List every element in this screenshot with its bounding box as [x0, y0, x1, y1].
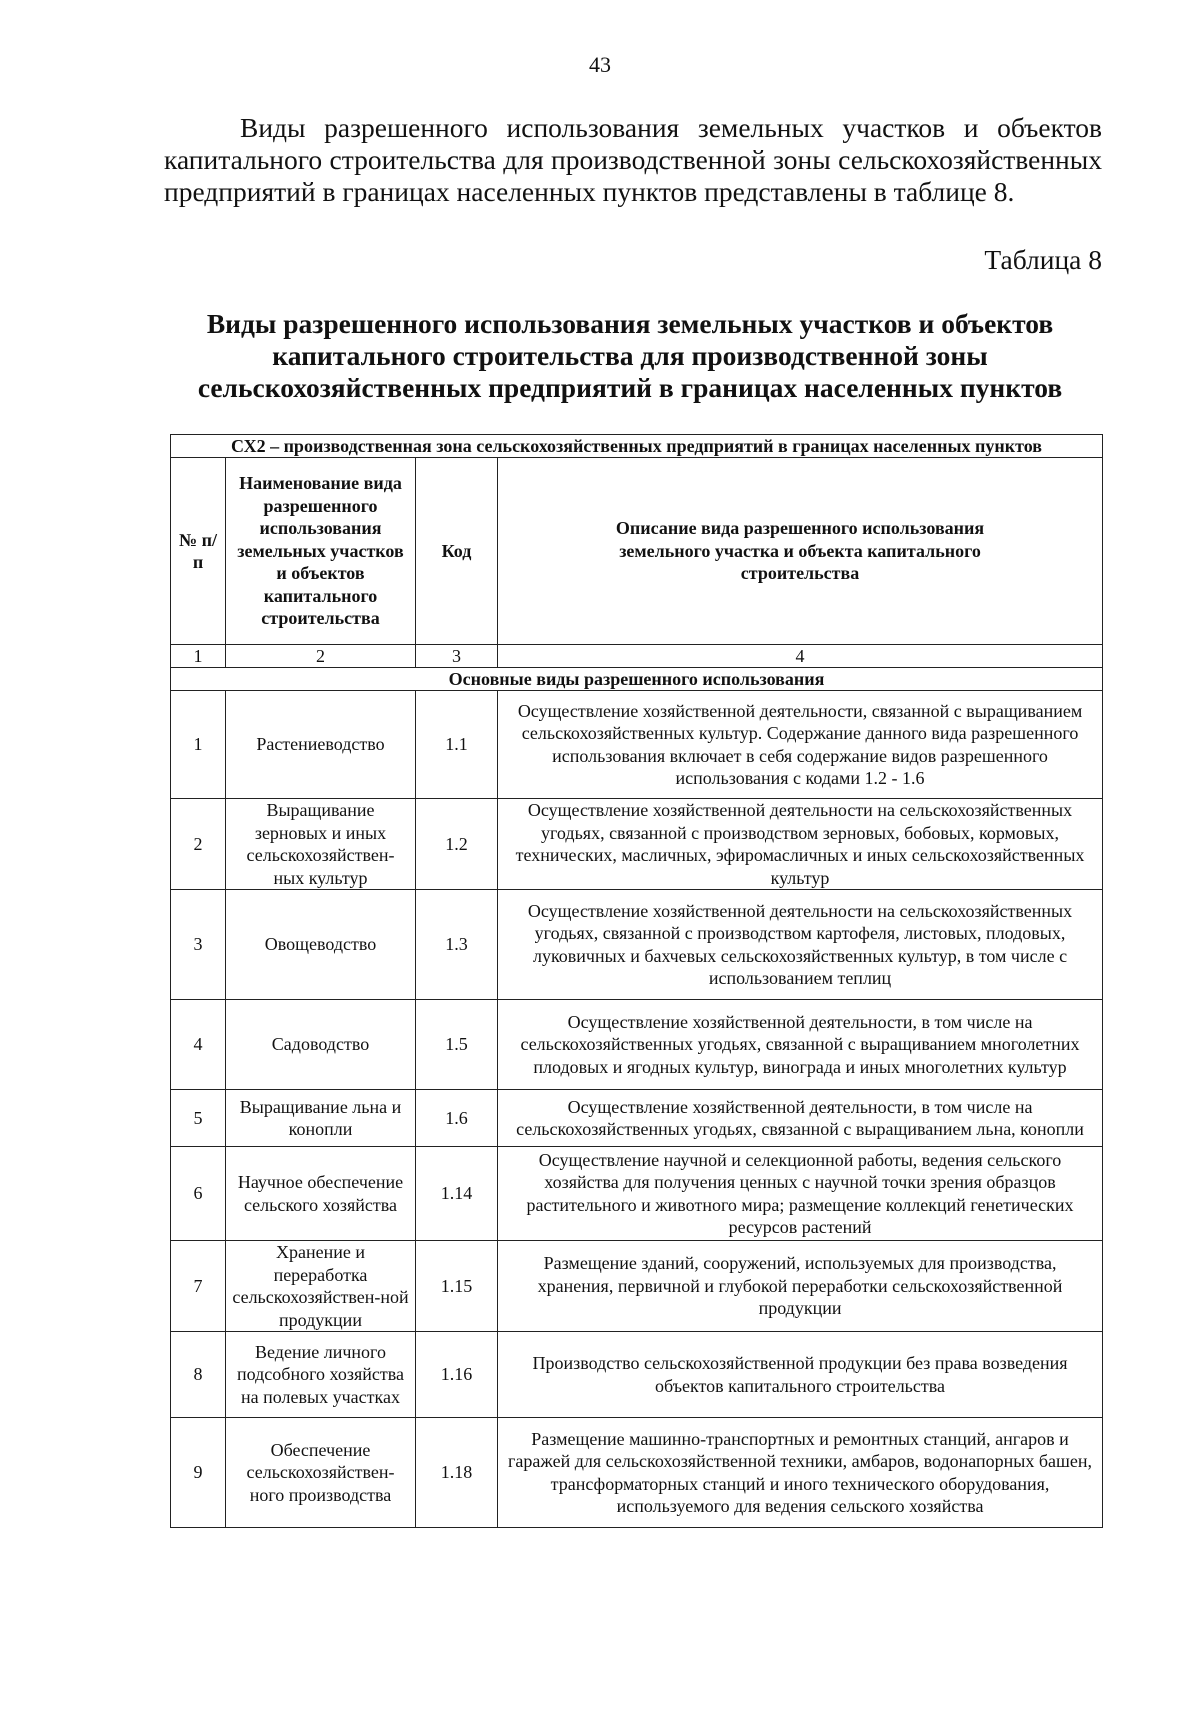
land-use-table — [170, 434, 1103, 1528]
row-name: Ведение личного подсобного хозяйства на полевых участках — [226, 1332, 416, 1418]
table-row — [171, 1000, 1103, 1090]
row-number: 4 — [171, 1000, 226, 1090]
row-code: 1.15 — [416, 1241, 498, 1332]
row-name: Овощеводство — [226, 890, 416, 1000]
intro-text: Виды разрешенного использования земельных участков и объектов капитального строительства для производственной зоны сельскохозяйственных предприятий в границах населенных пунктов представлены в таблице 8. — [164, 112, 1102, 207]
row-name: Выращивание льна и конопли — [226, 1090, 416, 1147]
row-code: 1.18 — [416, 1418, 498, 1528]
row-number: 2 — [171, 799, 226, 890]
row-name: Обеспечение сельскохозяйствен-ного производства — [226, 1418, 416, 1528]
column-number: 3 — [416, 645, 498, 668]
row-code: 1.6 — [416, 1090, 498, 1147]
table-label: Таблица 8 — [984, 244, 1102, 275]
table-row — [171, 1090, 1103, 1147]
section-title: Основные виды разрешенного использования — [171, 668, 1103, 691]
row-name: Садоводство — [226, 1000, 416, 1090]
table-heading: Виды разрешенного использования земельных участков и объектов капитального строительства для производственной зоны сельскохозяйственных предприятий в границах населенных пунктов — [197, 308, 1063, 403]
row-name: Научное обеспечение сельского хозяйства — [226, 1147, 416, 1241]
column-number: 2 — [226, 645, 416, 668]
row-number: 3 — [171, 890, 226, 1000]
section-row — [171, 668, 1103, 691]
intro-paragraph — [164, 112, 1102, 208]
row-code: 1.5 — [416, 1000, 498, 1090]
table-row — [171, 1147, 1103, 1241]
row-description: Осуществление хозяйственной деятельности, в том числе на сельскохозяйственных угодьях, связанной с выращиванием льна, конопли — [498, 1090, 1103, 1147]
row-number: 6 — [171, 1147, 226, 1241]
row-number: 8 — [171, 1332, 226, 1418]
table-row — [171, 691, 1103, 799]
row-number: 5 — [171, 1090, 226, 1147]
row-description: Осуществление хозяйственной деятельности на сельскохозяйственных угодьях, связанной с производством картофеля, листовых, плодовых, луковичных и бахчевых сельскохозяйственных культур, в том числе с использованием теплиц — [498, 890, 1103, 1000]
column-number: 1 — [171, 645, 226, 668]
column-number-row — [171, 645, 1103, 668]
row-code: 1.14 — [416, 1147, 498, 1241]
row-description: Осуществление хозяйственной деятельности, в том числе на сельскохозяйственных угодьях, связанной с выращиванием многолетних плодовых и ягодных культур, винограда и иных многолетних культур — [498, 1000, 1103, 1090]
zone-title: СХ2 – производственная зона сельскохозяйственных предприятий в границах населенных пунктов — [171, 435, 1103, 458]
row-name: Растениеводство — [226, 691, 416, 799]
header-description: Описание вида разрешенного использования земельного участка и объекта капитального строительства — [498, 458, 1103, 645]
row-code: 1.16 — [416, 1332, 498, 1418]
row-code: 1.1 — [416, 691, 498, 799]
row-name: Хранение и переработка сельскохозяйствен-ной продукции — [226, 1241, 416, 1332]
row-number: 7 — [171, 1241, 226, 1332]
table-row — [171, 1418, 1103, 1528]
row-description: Производство сельскохозяйственной продукции без права возведения объектов капитального строительства — [498, 1332, 1103, 1418]
row-description: Размещение зданий, сооружений, используемых для производства, хранения, первичной и глубокой переработки сельскохозяйственной продукции — [498, 1241, 1103, 1332]
row-description: Осуществление хозяйственной деятельности, связанной с выращиванием сельскохозяйственных культур. Содержание данного вида разрешенного использования включает в себя содержание видов разрешенного использования с кодами 1.2 - 1.6 — [498, 691, 1103, 799]
row-name: Выращивание зерновых и иных сельскохозяйствен-ных культур — [226, 799, 416, 890]
row-description: Осуществление хозяйственной деятельности на сельскохозяйственных угодьях, связанной с производством зерновых, бобовых, кормовых, технических, масличных, эфиромасличных и иных сельскохозяйственных культур — [498, 799, 1103, 890]
table-row — [171, 1332, 1103, 1418]
row-number: 1 — [171, 691, 226, 799]
table-row — [171, 799, 1103, 890]
table-row — [171, 1241, 1103, 1332]
row-number: 9 — [171, 1418, 226, 1528]
row-description: Осуществление научной и селекционной работы, ведения сельского хозяйства для получения ценных с научной точки зрения образцов растительного и животного мира; размещение коллекций генетических ресурсов растений — [498, 1147, 1103, 1241]
header-name: Наименование вида разрешенного использования земельных участков и объектов капитального строительства — [226, 458, 416, 645]
column-number: 4 — [498, 645, 1103, 668]
row-code: 1.2 — [416, 799, 498, 890]
header-num: № п/п — [171, 458, 226, 645]
zone-title-row — [171, 435, 1103, 458]
table-row — [171, 890, 1103, 1000]
header-row — [171, 458, 1103, 645]
row-description: Размещение машинно-транспортных и ремонтных станций, ангаров и гаражей для сельскохозяйственной техники, амбаров, водонапорных башен, трансформаторных станций и иного технического оборудования, используемого для ведения сельского хозяйства — [498, 1418, 1103, 1528]
page-number: 43 — [589, 52, 611, 77]
row-code: 1.3 — [416, 890, 498, 1000]
header-code: Код — [416, 458, 498, 645]
